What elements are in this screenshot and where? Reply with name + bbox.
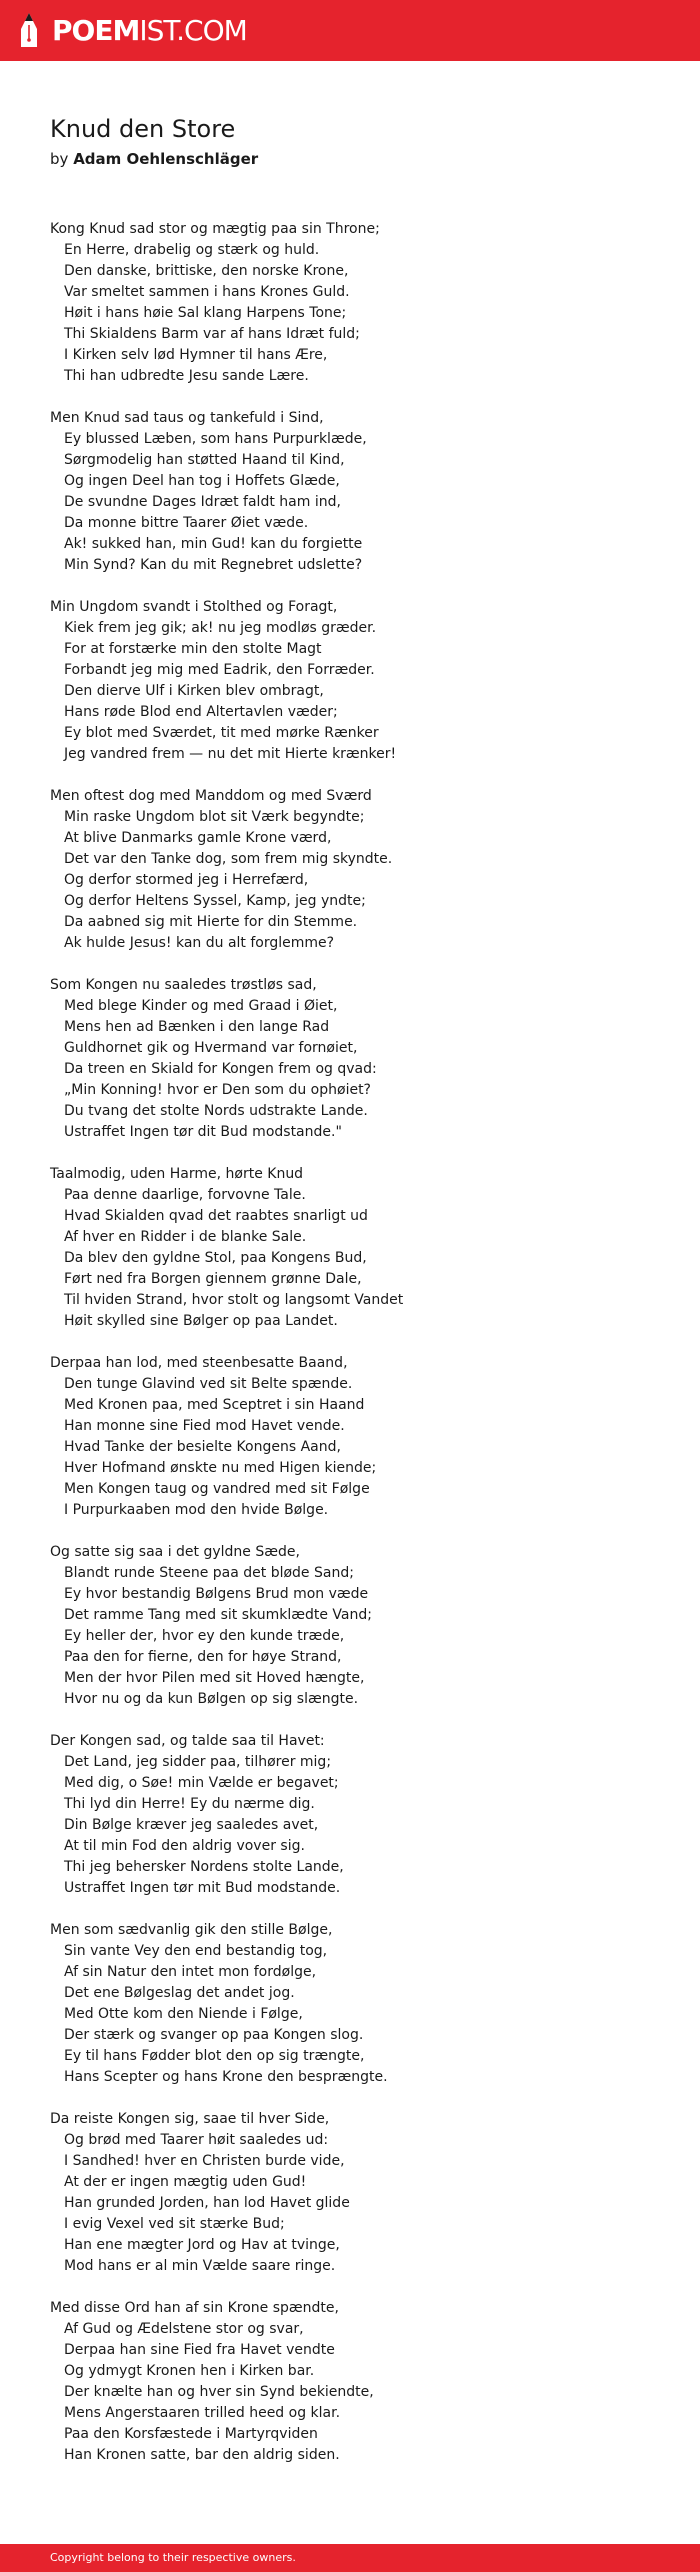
poem-line: For at forstærke min den stolte Magt [64,641,322,657]
poem-line: Ey hvor bestandig Bølgens Brud mon væde [64,1586,369,1602]
logo-text-bold: POEM [52,14,140,47]
poem-line: I evig Vexel ved sit stærke Bud; [64,2216,285,2232]
poem-line: Paa denne daarlige, forvovne Tale. [64,1187,306,1203]
poem-line: Hver Hofmand ønskte nu med Higen kiende; [64,1460,377,1476]
poem-line: Mens hen ad Bænken i den lange Rad [64,1019,330,1035]
stanza [50,597,670,765]
poem-line: I Sandhed! hver en Christen burde vide, [64,2153,345,2169]
poem-line: En Herre, drabelig og stærk og huld. [64,242,320,258]
poem-line: Min raske Ungdom blot sit Værk begyndte; [64,809,365,825]
poem-line: Og brød med Taarer høit saaledes ud: [64,2132,329,2148]
poem-line: Den dierve Ulf i Kirken blev ombragt, [64,683,324,699]
poem-line: Min Synd? Kan du mit Regnebret udslette? [64,557,363,573]
author-name[interactable]: Adam Oehlenschläger [73,150,259,168]
poem-line: Han ene mægter Jord og Hav at tvinge, [64,2237,340,2253]
poem-line: „Min Konning! hvor er Den som du ophøiet? [64,1082,371,1098]
stanza [50,1920,670,2088]
poem-line: Ustraffet Ingen tør mit Bud modstande. [64,1880,341,1896]
poem-line: Guldhornet gik og Hvermand var fornøiet, [64,1040,358,1056]
poem-line: Han grunded Jorden, han lod Havet glide [64,2195,350,2211]
poem-line: Med dig, o Søe! min Vælde er begavet; [64,1775,339,1791]
stanza [50,219,670,387]
poem-line: Med Kronen paa, med Sceptret i sin Haand [64,1397,365,1413]
byline-label: by [50,150,69,168]
stanza [50,408,670,576]
poem-line: At der er ingen mægtig uden Gud! [64,2174,307,2190]
poem-line: Den tunge Glavind ved sit Belte spænde. [64,1376,353,1392]
poem-line: Forbandt jeg mig med Eadrik, den Forræder. [64,662,375,678]
poem-line: Derpaa han sine Fied fra Havet vendte [64,2342,335,2358]
poem-line: At blive Danmarks gamle Krone værd, [64,830,332,846]
poem-line: Og ydmygt Kronen hen i Kirken bar. [64,2363,315,2379]
poem-line: Da treen en Skiald for Kongen frem og qvad: [64,1061,377,1077]
site-logo[interactable] [18,11,247,51]
poem-line: Paa den Korsfæstede i Martyrqviden [64,2426,318,2442]
stanza [50,2109,670,2277]
poem-line: Hvor nu og da kun Bølgen op sig slængte. [64,1691,359,1707]
poem-line: Det ramme Tang med sit skumklædte Vand; [64,1607,372,1623]
poem-line: Ak hulde Jesus! kan du alt forglemme? [64,935,335,951]
stanza [50,786,670,954]
poem-line: Mens Angerstaaren trilled heed og klar. [64,2405,341,2421]
poem-line: Af hver en Ridder i de blanke Sale. [64,1229,307,1245]
poem-line: Thi jeg behersker Nordens stolte Lande, [64,1859,344,1875]
poem-line: Det ene Bølgeslag det andet jog. [64,1985,295,2001]
poem-title: Knud den Store [50,115,236,143]
poem-line: Kong Knud sad stor og mægtig paa sin Throne; [50,221,380,237]
poem-line: Var smeltet sammen i hans Krones Guld. [64,284,350,300]
poem-line: Og derfor Heltens Syssel, Kamp, jeg yndte; [64,893,366,909]
stanza [50,1353,670,1521]
poem-line: Men Kongen taug og vandred med sit Følge [64,1481,370,1497]
poem-line: Min Ungdom svandt i Stolthed og Foragt, [50,599,338,615]
poem-line: Blandt runde Steene paa det bløde Sand; [64,1565,354,1581]
poem-line: Ey blussed Læben, som hans Purpurklæde, [64,431,367,447]
poem-line: I Kirken selv lød Hymner til hans Ære, [64,347,328,363]
poem-line: Kiek frem jeg gik; ak! nu jeg modløs græder. [64,620,377,636]
poem-line: Ført ned fra Borgen giennem grønne Dale, [64,1271,362,1287]
stanza [50,975,670,1143]
site-logo-text [52,11,247,51]
copyright-notice: Copyright belong to their respective owners. [50,2551,296,2564]
stanza [50,2298,670,2466]
poem-line: Den danske, brittiske, den norske Krone, [64,263,349,279]
poem-line: Hans røde Blod end Altertavlen væder; [64,704,338,720]
stanza [50,1542,670,1710]
poem-line: Du tvang det stolte Nords udstrakte Lande. [64,1103,368,1119]
poem-line: Hvad Tanke der besielte Kongens Aand, [64,1439,341,1455]
poem-line: Høit i hans høie Sal klang Harpens Tone; [64,305,347,321]
poem-line: Da reiste Kongen sig, saae til hver Side, [50,2111,330,2127]
poem-line: Sørgmodelig han støtted Haand til Kind, [64,452,345,468]
poem-line: Paa den for fierne, den for høye Strand, [64,1649,342,1665]
poem-line: Med blege Kinder og med Graad i Øiet, [64,998,338,1014]
poem-line: Da monne bittre Taarer Øiet væde. [64,515,309,531]
poem-line: Jeg vandred frem — nu det mit Hierte krænker! [64,746,397,762]
pen-nib-icon [18,11,40,51]
poem-line: Thi han udbredte Jesu sande Lære. [64,368,309,384]
poem-line: At til min Fod den aldrig vover sig. [64,1838,305,1854]
poem-line: Men oftest dog med Manddom og med Sværd [50,788,372,804]
poem-line: Hvad Skialden qvad det raabtes snarligt ud [64,1208,368,1224]
byline [50,148,258,170]
poem-line: Ey til hans Fødder blot den op sig trængte, [64,2048,365,2064]
poem-line: Da aabned sig mit Hierte for din Stemme. [64,914,358,930]
poem-line: Thi Skialdens Barm var af hans Idræt fuld; [64,326,360,342]
poem-line: Mod hans er al min Vælde saare ringe. [64,2258,336,2274]
poem-line: Af Gud og Ædelstene stor og svar, [64,2321,304,2337]
poem-line: Men som sædvanlig gik den stille Bølge, [50,1922,333,1938]
poem-line: Ey heller der, hvor ey den kunde træde, [64,1628,345,1644]
logo-text-light: IST.COM [139,14,247,47]
poem-line: Af sin Natur den intet mon fordølge, [64,1964,317,1980]
poem-line: Med Otte kom den Niende i Følge, [64,2006,303,2022]
poem-line: Sin vante Vey den end bestandig tog, [64,1943,328,1959]
poem-line: Der Kongen sad, og talde saa til Havet: [50,1733,325,1749]
poem-line: I Purpurkaaben mod den hvide Bølge. [64,1502,329,1518]
poem-line: Men der hvor Pilen med sit Hoved hængte, [64,1670,365,1686]
poem-line: Ustraffet Ingen tør dit Bud modstande." [64,1124,342,1140]
poem-line: Der knælte han og hver sin Synd bekiendte, [64,2384,374,2400]
poem-line: Din Bølge kræver jeg saaledes avet, [64,1817,319,1833]
stanza [50,1731,670,1899]
poem-line: Han Kronen satte, bar den aldrig siden. [64,2447,340,2463]
poem-line: Taalmodig, uden Harme, hørte Knud [50,1166,304,1182]
poem-line: Og ingen Deel han tog i Hoffets Glæde, [64,473,340,489]
poem-line: Og satte sig saa i det gyldne Sæde, [50,1544,300,1560]
poem-line: Som Kongen nu saaledes trøstløs sad, [50,977,317,993]
poem-line: Ey blot med Sværdet, tit med mørke Rænker [64,725,379,741]
poem-body [50,219,670,2487]
poem-line: Thi lyd din Herre! Ey du nærme dig. [64,1796,315,1812]
poem-line: Hans Scepter og hans Krone den besprængte. [64,2069,388,2085]
poem-line: Høit skylled sine Bølger op paa Landet. [64,1313,338,1329]
stanza [50,1164,670,1332]
poem-line: Med disse Ord han af sin Krone spændte, [50,2300,339,2316]
poem-line: Derpaa han lod, med steenbesatte Baand, [50,1355,348,1371]
poem-line: Ak! sukked han, min Gud! kan du forgiette [64,536,363,552]
poem-line: Men Knud sad taus og tankefuld i Sind, [50,410,324,426]
site-header [0,0,700,61]
poem-line: Der stærk og svanger op paa Kongen slog. [64,2027,364,2043]
poem-line: Han monne sine Fied mod Havet vende. [64,1418,345,1434]
poem-line: Det Land, jeg sidder paa, tilhører mig; [64,1754,332,1770]
site-footer [0,2544,700,2572]
poem-line: Det var den Tanke dog, som frem mig skyndte. [64,851,393,867]
poem-line: Da blev den gyldne Stol, paa Kongens Bud, [64,1250,367,1266]
poem-line: De svundne Dages Idræt faldt ham ind, [64,494,341,510]
poem-line: Til hviden Strand, hvor stolt og langsomt Vandet [64,1292,404,1308]
poem-line: Og derfor stormed jeg i Herrefærd, [64,872,309,888]
